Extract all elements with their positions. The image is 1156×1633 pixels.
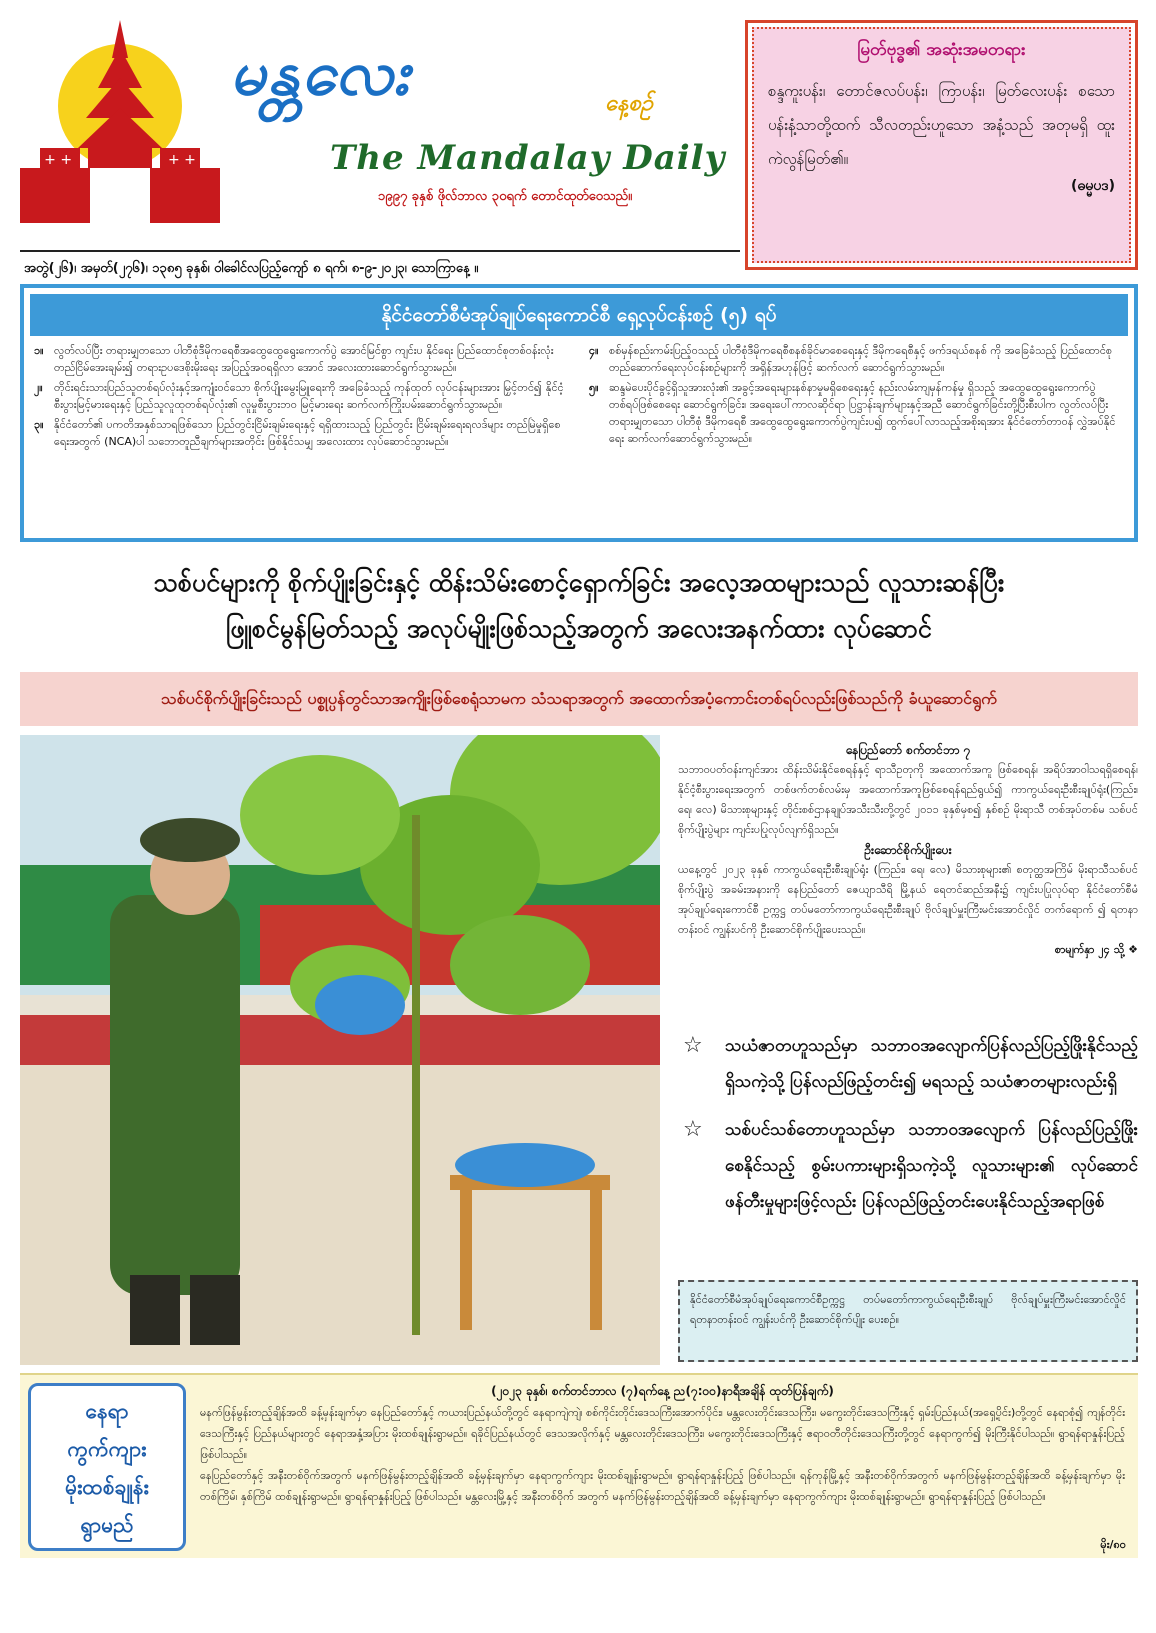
tree-planting-photo xyxy=(20,735,660,1365)
article-body xyxy=(678,740,1138,960)
newspaper-title: မန္တလေး xyxy=(230,36,411,109)
policy-box xyxy=(20,284,1138,542)
policy-item xyxy=(34,416,569,450)
buddha-teaching-box xyxy=(745,20,1138,270)
policy-item-number: ၄။ xyxy=(589,344,599,357)
policy-item-text: စစ်မှန်စည်းကမ်းပြည့်ဝသည့် ပါတီစုံဒီမိုကရေစီစနစ်ခိုင်မာစေရေးနှင့် ဒီမိုကရေစီနှင့် ဖက်ဒရယ်စနစ် ကို အခြေခံသည့် ပြည်ထောင်စုတည်ဆောက်ရေးလုပ်ငန်းစဉ်များကို အရှိန်အဟုန်ဖြင့် ဆက်လက် ဆောင်ရွက်သွားမည်။ xyxy=(609,344,1113,374)
highlight-text: သစ်ပင်သစ်တောဟူသည်မှာ သဘာဝအလျောက် ပြန်လည်ပြည့်ဖြိုးစေနိုင်သည့် စွမ်းပကားများရှိသကဲ့သို့ လူသားများ၏ လုပ်ဆောင်ဖန်တီးမှုများဖြင့်လည်း ပြန်လည်ဖြည့်တင်းပေးနိုင်သည့်အရာဖြစ် xyxy=(725,1120,1138,1212)
continued-link[interactable]: စာမျက်နှာ ၂၄ သို့ ❖ xyxy=(1054,943,1138,956)
highlight-text: သယံဇာတဟူသည်မှာ သဘာဝအလျောက်ပြန်လည်ပြည့်ဖြိုးနိုင်သည့်ရှိသကဲ့သို့ ပြန်လည်ဖြည့်တင်း၍ မရသည့် သယံဇာတများလည်းရှိ xyxy=(725,1036,1138,1092)
masthead xyxy=(20,18,765,276)
weather-paragraph: နေပြည်တော်နှင့် အနီးတစ်ဝိုက်အတွက် မနက်ဖြန်မွန်းတည့်ချိန်အထိ ခန့်မှန်းချက်မှာ နေရာကွက်ကျား မိုးထစ်ချုန်းရွာမည်။ ရွာရန်ရာနှုန်းပြည့် ဖြစ်ပါသည်။ ရန်ကုန်မြို့နှင့် အနီးတစ်ဝိုက်အတွက် မနက်ဖြန်မွန်းတည့်ချိန်အထိ ခန့်မှန်းချက်မှာ မိုးတစ်ကြိမ်၊ နှစ်ကြိမ် ထစ်ချုန်းရွာမည်။ ရွာရန်ရာနှုန်းပြည့် ဖြစ်ပါသည်။ မန္တလေးမြို့နှင့် အနီးတစ်ဝိုက် အတွက် မနက်ဖြန်မွန်းတည့်ချိန်အထိ ခန့်မှန်းချက်မှာ နေရာကွက်ကျား မိုးထစ်ချုန်းရွာမည်။ ရွာရန်ရာနှုန်းပြည့် ဖြစ်ပါသည်။ xyxy=(200,1469,1125,1503)
weather-label xyxy=(28,1383,186,1551)
policy-item-number: ၁။ xyxy=(34,344,44,357)
motto-title: မြတ်ဗုဒ္ဓ၏ အဆုံးအမတရား xyxy=(857,40,1026,60)
article-dateline: နေပြည်တော် စက်တင်ဘာ ၇ xyxy=(845,743,971,757)
motto-source: (ဓမ္မပဒ) xyxy=(1071,178,1115,194)
policy-item-number: ၃။ xyxy=(34,418,44,431)
weather-box xyxy=(20,1373,1138,1558)
policy-item-number: ၂။ xyxy=(34,381,43,394)
policy-item-number: ၅။ xyxy=(589,381,599,394)
policy-item-text: နိုင်ငံတော်၏ ပကတိအနှစ်သာရဖြစ်သော ပြည်တွင်းငြိမ်းချမ်းရေးနှင့် ရရှိထားသည့် ပြည်တွင်း ငြိမ်းချမ်းရေးရလဒ်များ တည်မြဲမှုရှိစေရေးအတွက် (NCA)ပါ သဘောတူညီချက်များအတိုင်း ဖြစ်နိုင်သမျှ အလေးထား လုပ်ဆောင်သွားမည်။ xyxy=(54,418,561,448)
policy-item xyxy=(589,342,1124,376)
highlight-item xyxy=(683,1112,1138,1220)
headline-line-2: ဖြူစင်မွန်မြတ်သည့် အလုပ်မျိုးဖြစ်သည့်အတွက် အလေးအနက်ထား လုပ်ဆောင် xyxy=(226,614,932,643)
newspaper-title-english: The Mandalay Daily xyxy=(330,138,726,178)
policy-item xyxy=(589,379,1124,447)
founded-line: ၁၉၉၇ ခုနှစ် ဖိုလ်ဘာလ ၃၀ရက် တောင်ထုတ်ဝေသည်။ xyxy=(377,189,633,204)
highlights xyxy=(683,1028,1138,1232)
svg-text:+ + +: + + + xyxy=(28,152,73,168)
weather-forecast xyxy=(200,1381,1125,1507)
policy-item xyxy=(34,342,569,376)
motto-text: စန္ဒကူးပန်း၊ တောင်ဇလပ်ပန်း၊ ကြာပန်း၊ မြတ်လေးပန်း စသော ပန်းနံ့သာတို့ထက် သီလတည်းဟူသော အနံ့သည် အတုမရှိ ထူးကဲလွန်မြတ်၏။ xyxy=(768,82,1115,168)
svg-text:+ + +: + + + xyxy=(168,152,213,168)
sub-headline: သစ်ပင်စိုက်ပျိုးခြင်းသည် ပစ္စုပ္ပန်တွင်သာအကျိုးဖြစ်စေရုံသာမက သံသရာအတွက် အထောက်အပံ့ကောင်းတစ်ရပ်လည်းဖြစ်သည်ကို ခံယူဆောင်ရွက် xyxy=(20,672,1138,726)
star-icon: ☆ xyxy=(683,1033,703,1058)
weather-heading: (၂၀၂၃ ခုနှစ်၊ စက်တင်ဘာလ (၇)ရက်နေ့ ည(၇:၀၀)နာရီအချိန် ထုတ်ပြန်ချက်) xyxy=(491,1384,834,1398)
photo-caption: နိုင်ငံတော်စီမံအုပ်ချုပ်ရေးကောင်စီဥက္ကဋ္ဌ တပ်မတော်ကာကွယ်ရေးဦးစီးချုပ် ဗိုလ်ချုပ်မှူးကြီးမင်းအောင်လှိုင် ရတနာတန်းဝင် ကျွန်းပင်ကို ဦးဆောင်စိုက်ပျိုး ပေးစဉ်။ xyxy=(678,1280,1138,1362)
headline-line-1: သစ်ပင်များကို စိုက်ပျိုးခြင်းနှင့် ထိန်းသိမ်းစောင့်ရှောက်ခြင်း အလေ့အထများသည် လူသားဆန်ပြီး xyxy=(153,568,1005,597)
article-paragraph: သဘာဝပတ်ဝန်းကျင်အား ထိန်းသိမ်းနိုင်စေရန်နှင့် ရာသီဥတုကို အထောက်အကူ ဖြစ်စေရန်၊ အရိပ်အာဝါသရရှိစေရန်၊ နိုင်ငံ့စီးပွားရေးအတွက် တစ်ဖက်တစ်လမ်းမှ အထောက်အကူဖြစ်စေရန်ရည်ရွယ်၍ ကာကွယ်ရေးဦးစီးချုပ်ရုံး(ကြည်း၊ ရေ၊ လေ) မိသားစုများနှင့် တိုင်းစစ်ဌာနချုပ်အသီးသီးတို့တွင် ၂၀၁၁ ခုနှစ်မှစ၍ နှစ်စဉ် မိုးရာသီ တစ်အုပ်တစ်မ သစ်ပင်စိုက်ပျိုးပွဲများ ကျင်းပပြုလုပ်လျက်ရှိသည်။ xyxy=(678,763,1138,836)
newspaper-subtitle: နေ့စဉ် xyxy=(605,91,653,116)
policy-item-text: လွတ်လပ်ပြီး တရားမျှတသော ပါတီစုံဒီမိုကရေစီအထွေထွေရွေးကောက်ပွဲ အောင်မြင်စွာ ကျင်းပ နိုင်ရေး ပြည်ထောင်စုတစ်ဝန်းလုံး တည်ငြိမ်အေးချမ်း၍ တရားဥပဒေစိုးမိုးရေး အပြည့်အဝရရှိလာ အောင် အလေးထားဆောင်ရွက်သွားမည်။ xyxy=(54,344,554,374)
palace-logo xyxy=(20,18,220,223)
weather-label-line: မိုးထစ်ချုန်း xyxy=(65,1475,149,1499)
weather-paragraph: မနက်ဖြန်မွန်းတည့်ချိန်အထိ ခန့်မှန်းချက်မှာ နေပြည်တော်နှင့် ကယားပြည်နယ်တို့တွင် နေရာကျဲကျဲ၊ စစ်ကိုင်းတိုင်းဒေသကြီးအောက်ပိုင်း၊ မန္တလေးတိုင်းဒေသကြီး၊ မကွေးတိုင်းဒေသကြီးနှင့် ရှမ်းပြည်နယ်(အရှေ့ပိုင်း)တို့တွင် နေရာစုံ၍ ကျန်တိုင်းဒေသကြီးနှင့် ပြည်နယ်များတွင် နေရာအနှံ့အပြား မိုးထစ်ချုန်းရွာမည်။ ရခိုင်ပြည်နယ်တွင် ဒေသအလိုက်နှင့် မန္တလေးတိုင်းဒေသကြီး၊ မကွေးတိုင်းဒေသကြီးနှင့် ဧရာဝတီတိုင်းဒေသကြီးတို့တွင် နေရာကွက်၍ မိုးကြီးနိုင်ပါသည်။ ရွာရန်ရာနှုန်းပြည့် ဖြစ်ပါသည်။ xyxy=(200,1406,1125,1461)
weather-label-line: နေရာ xyxy=(85,1399,129,1423)
policy-item-text: ဆန္ဒမဲပေးပိုင်ခွင့်ရှိသူအားလုံး၏ အခွင့်အရေးများနစ်နာမှုမရှိစေရေးနှင့် နည်းလမ်းကျမှန်ကန်မှု ရှိသည့် အထွေထွေရွေးကောက်ပွဲတစ်ရပ်ဖြစ်စေရေး ဆောင်ရွက်ခြင်း၊ အရေးပေါ်ကာလဆိုင်ရာ ပြဋ္ဌာန်းချက်များနှင့်အညီ ဆောင်ရွက်ခြင်းတို့ပြီးစီးပါက လွတ်လပ်ပြီး တရားမျှတသော ပါတီစုံ ဒီမိုကရေစီ အထွေထွေရွေးကောက်ပွဲကျင်းပ၍ ထွက်ပေါ်လာသည့်အစိုးရအား နိုင်ငံတော်တာဝန် လွှဲအပ်နိုင်ရေး ဆက်လက်ဆောင်ရွက်သွားမည်။ xyxy=(609,381,1116,445)
policy-item-text: တိုင်းရင်းသားပြည်သူတစ်ရပ်လုံးနှင့်အကျုံးဝင်သော စိုက်ပျိုးမွေးမြူရေးကို အခြေခံသည့် ကုန်ထုတ် လုပ်ငန်းများအား မြှင့်တင်၍ နိုင်ငံ့စီးပွားမြင့်မားရေးနှင့် ပြည်သူလူထုတစ်ရပ်လုံး၏ လူမှုစီးပွားဘဝ မြင့်မားရေး ဆက်လက်ကြိုးပမ်းဆောင်ရွက်သွားမည်။ xyxy=(54,381,564,411)
article-subtitle: ဦးဆောင်စိုက်ပျိုးပေး xyxy=(864,843,952,857)
article-paragraph: ယနေ့တွင် ၂၀၂၃ ခုနှစ် ကာကွယ်ရေးဦးစီးချုပ်ရုံး (ကြည်း၊ ရေ၊ လေ) မိသားစုများ၏ စတုတ္ထအကြိမ် မိုးရာသီသစ်ပင်စိုက်ပျိုးပွဲ အခမ်းအနားကို နေပြည်တော် ဇေယျာသီရိ မြို့နယ် ရေတင်ဆည်အနီး၌ ကျင်းပပြုလုပ်ရာ နိုင်ငံတော်စီမံအုပ်ချုပ်ရေးကောင်စီ ဥက္ကဋ္ဌ တပ်မတော်ကာကွယ်ရေးဦးစီးချုပ် ဗိုလ်ချုပ်မှူးကြီးမင်းအောင်လှိုင် တက်ရောက် ၍ ရတနာတန်းဝင် ကျွန်းပင်ကို ဦးဆောင်စိုက်ပျိုးပေးသည်။ xyxy=(678,863,1138,936)
star-icon: ☆ xyxy=(683,1117,703,1142)
weather-footer: မိုး/၈၀ xyxy=(1100,1538,1126,1551)
issue-dateline: အတွဲ(၂၆)၊ အမှတ်(၂၇၆)၊ ၁၃၈၅ ခုနှစ်၊ ဝါခေါင်လပြည့်ကျော် ၈ ရက်၊ ၈-၉-၂၀၂၃၊ သောကြာနေ့ ။ xyxy=(20,250,740,288)
weather-label-line: ရွာမည် xyxy=(80,1513,134,1537)
highlight-item xyxy=(683,1028,1138,1100)
policy-heading: နိုင်ငံတော်စီမံအုပ်ချုပ်ရေးကောင်စီ ရှေ့လုပ်ငန်းစဉ် (၅) ရပ် xyxy=(30,294,1128,336)
main-headline xyxy=(20,560,1138,652)
weather-label-line: ကွက်ကျား xyxy=(67,1437,147,1461)
policy-item xyxy=(34,379,569,413)
